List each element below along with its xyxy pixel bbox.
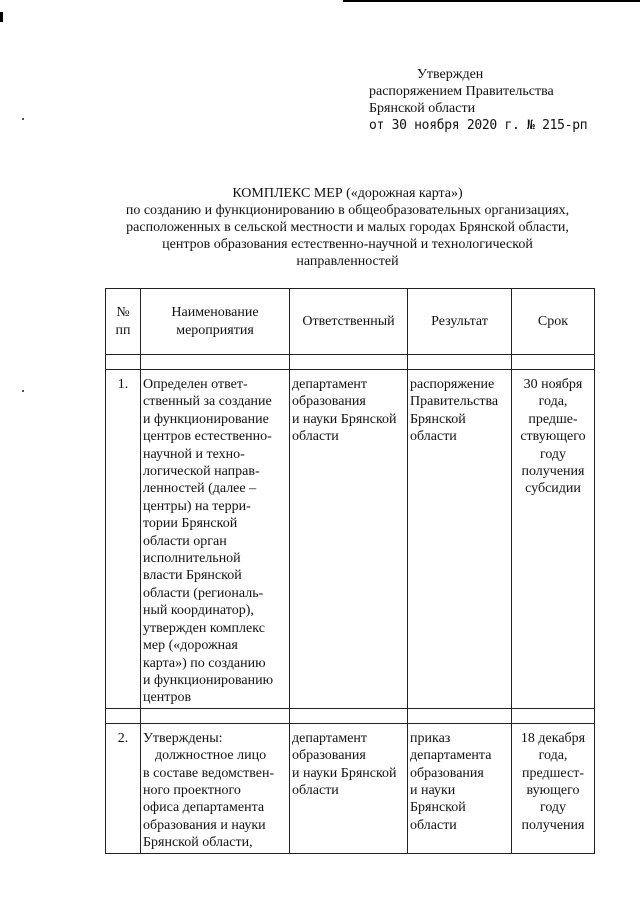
row-result: приказ департамента образования и науки Брянской области (408, 723, 512, 853)
approval-line-1: Утвержден (417, 67, 484, 82)
table-header-row (106, 289, 595, 355)
header-name: Наименование мероприятия (141, 289, 290, 355)
header-deadline: Срок (512, 289, 595, 355)
row-name: Утверждены: должностное лицо в составе ведомствен- ного проектного офиса департамента образования и науки Брянской области, (141, 723, 290, 853)
title-line-4: центров образования естественно-научной и технологической (162, 237, 533, 252)
table-spacer-row (106, 708, 595, 723)
title-line-2: по созданию и функционированию в общеобразовательных организациях, (125, 203, 570, 218)
approval-date: от 30 ноября 2020 г. № 215-рп (369, 118, 588, 133)
row-number: 2. (106, 723, 141, 853)
row-responsible: департамент образования и науки Брянской области (290, 370, 408, 709)
header-num: № пп (106, 289, 141, 355)
row-responsible: департамент образования и науки Брянской области (290, 723, 408, 853)
approval-line-2: распоряжением Правительства (369, 84, 554, 99)
row-number: 1. (106, 370, 141, 709)
scan-edge-top (343, 0, 640, 2)
row-name: Определен ответ- ственный за создание и функционирование центров естественно- научной и техно- логической направ- ленностей (далее – центры) на терри- тории Брянской области орган исполнительной власти Брянской области (региональ- ный координатор), утвержден комплекс мер («дорожная карта») по созданию и функционированию центров (141, 370, 290, 709)
title-line-3: расположенных в сельской местности и малых городах Брянской области, (126, 220, 569, 235)
title-line-5: направленностей (296, 254, 399, 269)
header-responsible: Ответственный (290, 289, 408, 355)
row-deadline: 30 ноября года, предше- ствующего году получения субсидии (512, 370, 595, 709)
approval-stamp (369, 66, 609, 134)
approval-line-3: Брянской области (369, 101, 476, 116)
scan-edge-left (0, 12, 3, 22)
title-line-1: КОМПЛЕКС МЕР («дорожная карта») (232, 186, 463, 201)
row-deadline: 18 декабря года, предшест- вующего году получения (512, 723, 595, 853)
table-row (106, 723, 595, 853)
row-result: распоряжение Правительства Брянской области (408, 370, 512, 709)
table-row (106, 370, 595, 709)
scan-speck (22, 118, 24, 120)
table-spacer-row (106, 355, 595, 370)
document-title (110, 185, 585, 270)
measures-table (105, 288, 595, 854)
scan-speck (22, 390, 24, 392)
header-result: Результат (408, 289, 512, 355)
